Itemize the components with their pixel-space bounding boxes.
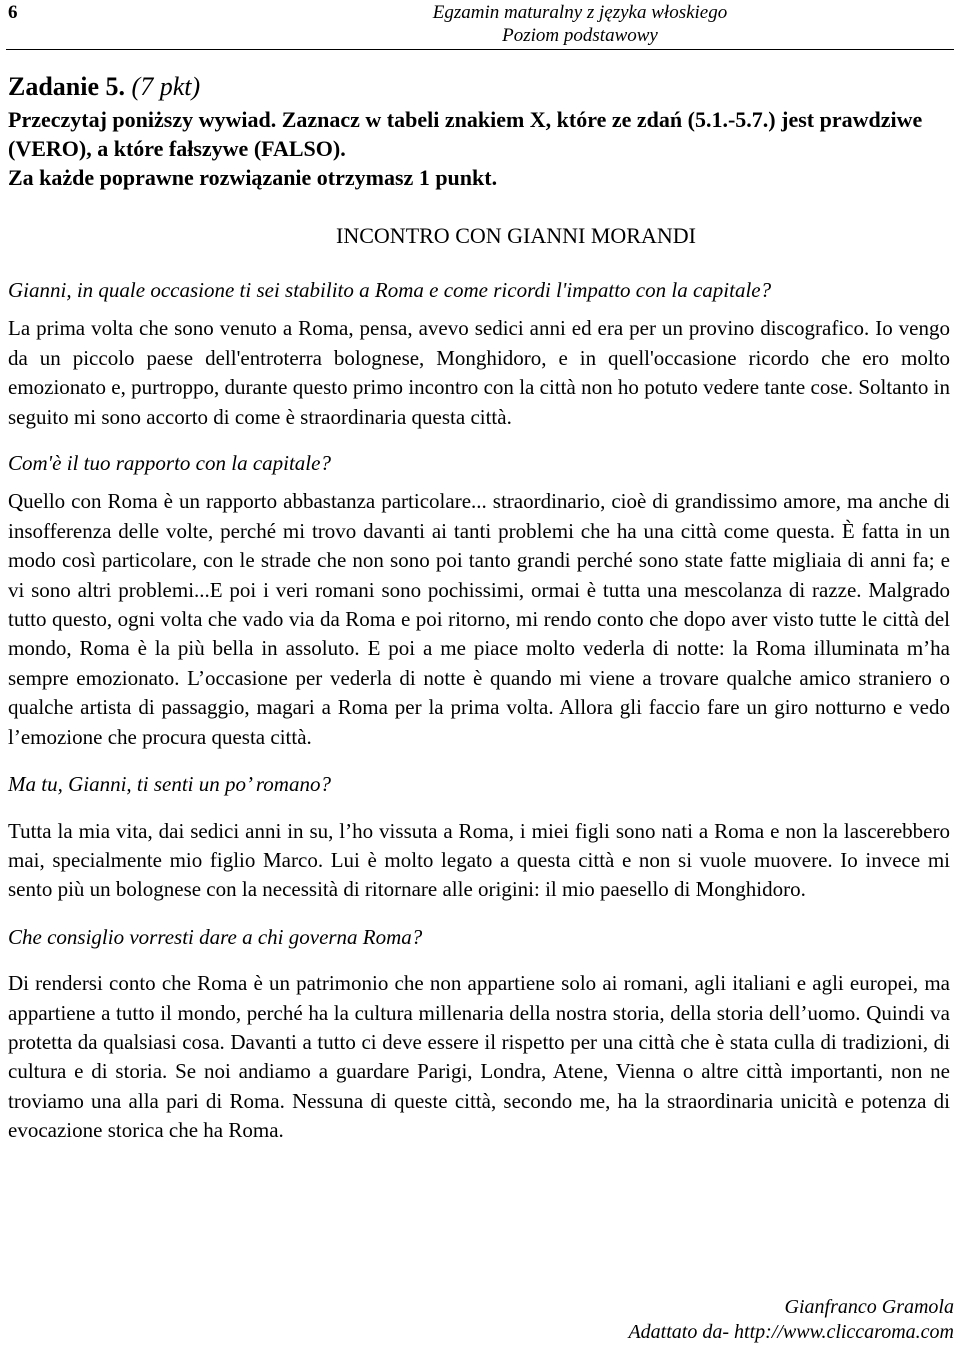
spacer bbox=[8, 752, 950, 770]
source-attribution: Adattato da- http://www.cliccaroma.com bbox=[628, 1321, 954, 1343]
spacer bbox=[8, 478, 950, 487]
interview-question: Com'è il tuo rapporto con la capitale? bbox=[8, 451, 331, 476]
page-number: 6 bbox=[8, 2, 18, 23]
interview-question: Gianni, in quale occasione ti sei stabilito a Roma e come ricordi l'impatto con la capitale? bbox=[8, 278, 772, 302]
task-heading bbox=[8, 72, 200, 102]
interview-answer: La prima volta che sono venuto a Roma, pensa, avevo sedici anni ed era per un provino discografico. Io vengo da un piccolo paese dell'entroterra bolognese, Monghidoro, e in quell'occasione ricordo che ero molto emozionato e, purtroppo, durante questo primo incontro con la città non ho potuto vedere tante cose. Soltanto in seguito mi sono accorto di come è straordinaria questa città. bbox=[8, 316, 950, 429]
spacer bbox=[8, 905, 950, 923]
spacer bbox=[8, 305, 950, 314]
running-header bbox=[300, 1, 860, 47]
interview-answer: Quello con Roma è un rapporto abbastanza particolare... straordinario, cioè di grandissimo amore, ma anche di insofferenza delle volte, perché mi trovo davanti ai tanti problemi che ha una città come questa. È fatta in un modo così particolare, con le strade che non sono poi tanto grandi perché sono state fatte migliaia di anni fa; e vi sono altri problemi...E poi i veri romani sono pochissimi, ormai è tutta una mescolanza di razze. Malgrado tutto questo, ogni volta che vado via da Roma e poi ritorno, mi rendo conto che dopo aver visto tutte le città del mondo, Roma è la più bella in assoluto. E poi a me piace molto vederla di notte: la Roma illuminata m’ha sempre emozionato. L’occasione per vederla di notte è quando mi viene a trovare qualche amico straniero o qualche artista di passaggio, magari a Roma per la prima volta. Allora gli faccio fare un giro notturno e vedo l’emozione che procura questa città. bbox=[8, 489, 950, 749]
exam-level: Poziom podstawowy bbox=[502, 25, 658, 46]
task-points: (7 pkt) bbox=[131, 72, 201, 101]
exam-title: Egzamin maturalny z języka włoskiego bbox=[432, 2, 728, 23]
interview-body bbox=[8, 276, 950, 1146]
task-title: Zadanie 5. bbox=[8, 72, 126, 101]
spacer bbox=[8, 800, 950, 817]
interview-question: Che consiglio vorresti dare a chi governa Roma? bbox=[8, 924, 423, 949]
interview-question: Ma tu, Gianni, ti senti un po’ romano? bbox=[8, 772, 331, 797]
interview-answer: Tutta la mia vita, dai sedici anni in su, l’ho vissuta a Roma, i miei figli sono nati a Roma e non la lascerebbero mai, specialmente mio figlio Marco. Lui è molto legato a questa città e non si vuole muovere. Io invece mi sento più un bolognese con la necessità di ritornare alle origini: il mio paesello di Monghidoro. bbox=[8, 818, 950, 902]
task-instructions bbox=[8, 105, 946, 192]
spacer bbox=[8, 432, 950, 449]
interview-answer: Di rendersi conto che Roma è un patrimonio che non appartiene solo ai romani, agli italiani e agli europei, ma appartiene a tutto il mondo, perché ha la cultura millenaria della nostra storia, della storia dell’uomo. Quindi va protetta da qualsiasi cosa. Davanti a tutto ci deve essere il rispetto per una città che è stata culla di tradizioni, di cultura e di storia. Se noi andiamo a guardare Parigi, Londra, Atene, Vienna o altre città importanti, non ne troviamo una alla pari di Roma. Nessuna di queste città, secondo me, ha la straordinaria unicità e potenza di evocazione storica che ha Roma. bbox=[8, 971, 950, 1143]
instruction-main: Przeczytaj poniższy wywiad. Zaznacz w tabeli znakiem X, które ze zdań (5.1.-5.7.) jest prawdziwe (VERO), a które fałszywe (FALSO). bbox=[8, 107, 923, 161]
article-credits bbox=[628, 1295, 954, 1345]
author-name: Gianfranco Gramola bbox=[784, 1296, 954, 1318]
header-divider bbox=[6, 49, 954, 50]
article-title: INCONTRO CON GIANNI MORANDI bbox=[336, 223, 696, 248]
spacer bbox=[8, 952, 950, 969]
instruction-scoring: Za każde poprawne rozwiązanie otrzymasz 1 punkt. bbox=[8, 165, 498, 190]
